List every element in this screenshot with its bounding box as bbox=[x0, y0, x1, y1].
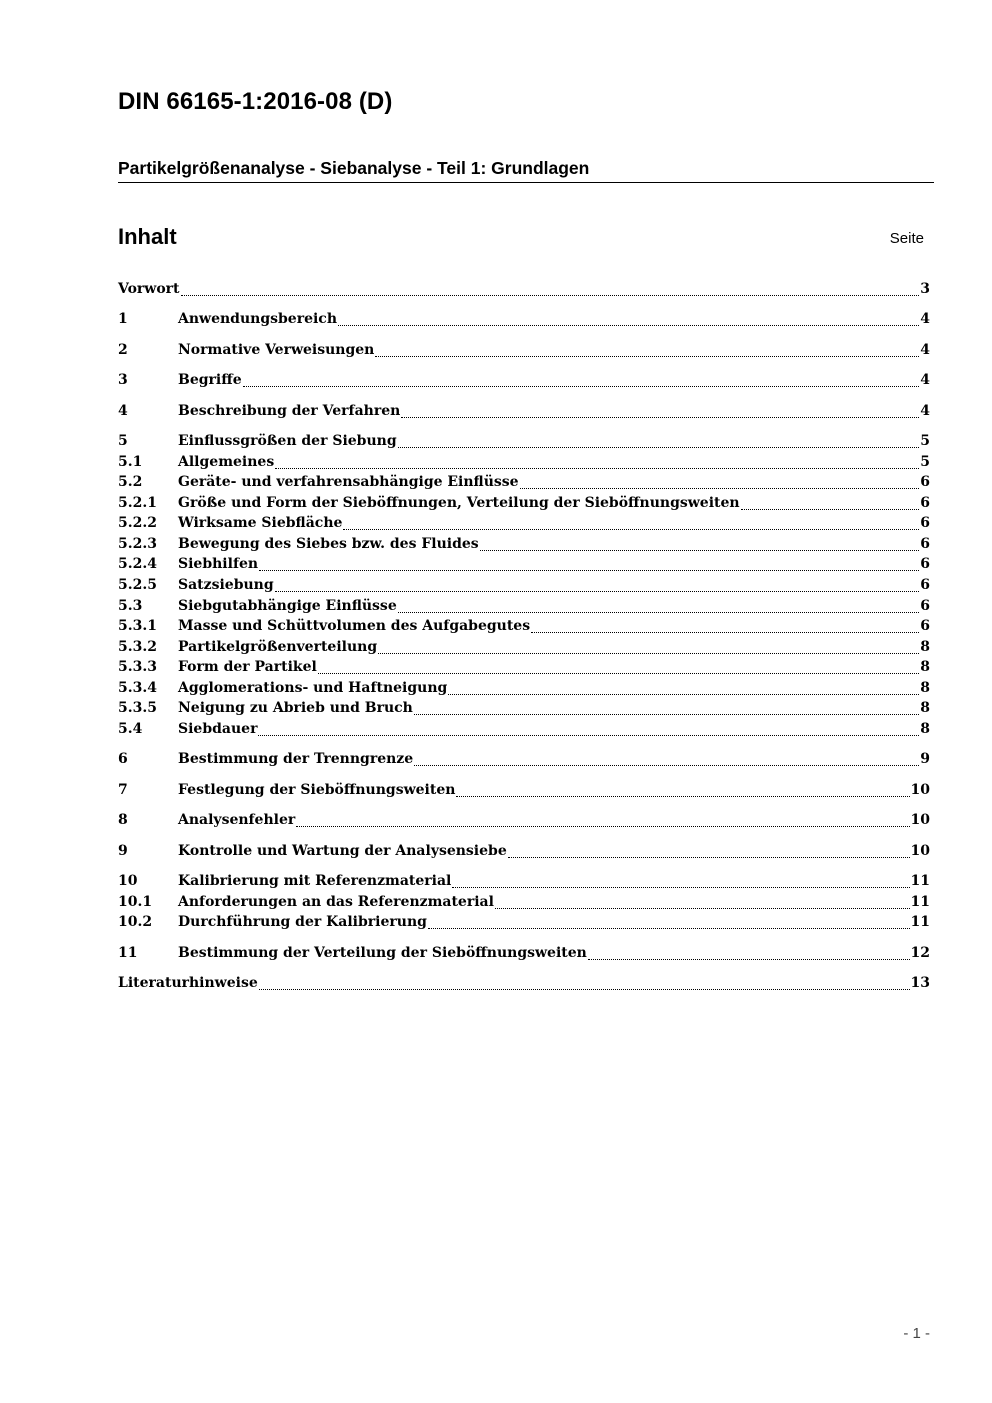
toc-dot-leader bbox=[588, 958, 910, 960]
toc-entry[interactable] bbox=[118, 894, 930, 914]
toc-entry-number: 3 bbox=[118, 372, 128, 388]
toc-entry-title: Anforderungen an das Referenzmaterial bbox=[178, 894, 494, 910]
toc-entry-title: Kalibrierung mit Referenzmaterial bbox=[178, 873, 452, 889]
toc-entry-number: 5.3 bbox=[118, 598, 143, 614]
toc-entry-number: 10.2 bbox=[118, 914, 153, 930]
toc-entry[interactable] bbox=[118, 515, 930, 535]
toc-entry-title: Siebhilfen bbox=[178, 556, 259, 572]
document-subtitle: Partikelgrößenanalyse - Siebanalyse - Teil 1: Grundlagen bbox=[118, 158, 934, 183]
toc-entry-page: 11 bbox=[910, 914, 930, 930]
toc-entry[interactable] bbox=[118, 403, 930, 423]
toc-entry-page: 13 bbox=[910, 975, 930, 991]
toc-entry-title: Begriffe bbox=[178, 372, 242, 388]
toc-entry-title: Kontrolle und Wartung der Analysensiebe bbox=[178, 843, 507, 859]
toc-entry[interactable] bbox=[118, 639, 930, 659]
toc-entry-page: 11 bbox=[910, 894, 930, 910]
toc-dot-leader bbox=[275, 467, 919, 469]
toc-entry-title: Festlegung der Sieböffnungsweiten bbox=[178, 782, 456, 798]
toc-entry-page: 6 bbox=[920, 618, 930, 634]
toc-entry-title: Analysenfehler bbox=[178, 812, 296, 828]
toc-entry-page: 6 bbox=[920, 515, 930, 531]
toc-entry[interactable] bbox=[118, 914, 930, 934]
toc-dot-leader bbox=[531, 631, 919, 633]
toc-entry-page: 11 bbox=[910, 873, 930, 889]
toc-entry-number: 5.4 bbox=[118, 721, 143, 737]
toc-entry-number: 5.2.3 bbox=[118, 536, 157, 552]
page-number: - 1 - bbox=[903, 1325, 930, 1342]
toc-dot-leader bbox=[414, 764, 919, 766]
toc-entry-page: 4 bbox=[920, 403, 930, 419]
toc-entry-number: 5.3.4 bbox=[118, 680, 157, 696]
toc-entry[interactable] bbox=[118, 782, 930, 802]
toc-entry-number: 1 bbox=[118, 311, 128, 327]
toc-dot-leader bbox=[428, 927, 910, 929]
toc-entry-page: 8 bbox=[920, 659, 930, 675]
toc-entry-number: 8 bbox=[118, 812, 128, 828]
toc-entry-number: 10.1 bbox=[118, 894, 153, 910]
toc-dot-leader bbox=[398, 446, 920, 448]
toc-dot-leader bbox=[181, 294, 920, 296]
toc-entry-title: Beschreibung der Verfahren bbox=[178, 403, 401, 419]
toc-dot-leader bbox=[275, 590, 920, 592]
toc-entry-number: 5.2 bbox=[118, 474, 143, 490]
toc-entry[interactable] bbox=[118, 556, 930, 576]
toc-entry[interactable] bbox=[118, 311, 930, 331]
toc-entry-number: 9 bbox=[118, 843, 128, 859]
toc-dot-leader bbox=[508, 856, 910, 858]
toc-entry[interactable] bbox=[118, 945, 930, 965]
toc-dot-leader bbox=[495, 907, 910, 909]
toc-dot-leader bbox=[452, 886, 909, 888]
toc-entry-page: 6 bbox=[920, 495, 930, 511]
toc-entry-number: 6 bbox=[118, 751, 128, 767]
toc-entry[interactable] bbox=[118, 454, 930, 474]
toc-entry[interactable] bbox=[118, 433, 930, 453]
toc-dot-leader bbox=[520, 487, 920, 489]
toc-entry[interactable] bbox=[118, 751, 930, 771]
toc-dot-leader bbox=[741, 508, 920, 510]
toc-entry-number: 5.2.4 bbox=[118, 556, 157, 572]
toc-entry[interactable] bbox=[118, 975, 930, 995]
toc-entry-number: 5.2.1 bbox=[118, 495, 157, 511]
toc-entry[interactable] bbox=[118, 700, 930, 720]
toc-dot-leader bbox=[456, 795, 909, 797]
toc-entry[interactable] bbox=[118, 659, 930, 679]
toc-entry[interactable] bbox=[118, 812, 930, 832]
toc-entry-number: 5 bbox=[118, 433, 128, 449]
toc-entry-title: Anwendungsbereich bbox=[178, 311, 337, 327]
toc-entry-title: Agglomerations- und Haftneigung bbox=[178, 680, 448, 696]
toc-entry[interactable] bbox=[118, 495, 930, 515]
toc-dot-leader bbox=[414, 713, 919, 715]
toc-dot-leader bbox=[398, 611, 920, 613]
toc-entry-page: 6 bbox=[920, 474, 930, 490]
toc-entry[interactable] bbox=[118, 618, 930, 638]
toc-entry-title: Siebgutabhängige Einflüsse bbox=[178, 598, 397, 614]
toc-entry-page: 4 bbox=[920, 311, 930, 327]
toc-entry-page: 6 bbox=[920, 536, 930, 552]
toc-entry-number: 5.2.5 bbox=[118, 577, 157, 593]
toc-entry[interactable] bbox=[118, 474, 930, 494]
toc-entry-page: 12 bbox=[910, 945, 930, 961]
toc-entry-title: Bestimmung der Verteilung der Sieböffnungsweiten bbox=[178, 945, 587, 961]
toc-entry-page: 8 bbox=[920, 680, 930, 696]
toc-dot-leader bbox=[296, 825, 909, 827]
toc-dot-leader bbox=[401, 416, 919, 418]
toc-dot-leader bbox=[343, 528, 919, 530]
toc-entry-title: Geräte- und verfahrensabhängige Einflüsse bbox=[178, 474, 519, 490]
toc-dot-leader bbox=[258, 734, 919, 736]
toc-entry-title: Größe und Form der Sieböffnungen, Verteilung der Sieböffnungsweiten bbox=[178, 495, 740, 511]
toc-entry-number: 2 bbox=[118, 342, 128, 358]
toc-entry[interactable] bbox=[118, 372, 930, 392]
toc-dot-leader bbox=[243, 385, 920, 387]
toc-entry-title: Literaturhinweise bbox=[118, 975, 258, 991]
toc-entry-number: 5.3.1 bbox=[118, 618, 157, 634]
toc-entry-title: Allgemeines bbox=[178, 454, 275, 470]
toc-entry[interactable] bbox=[118, 843, 930, 863]
toc-entry-title: Einflussgrößen der Siebung bbox=[178, 433, 397, 449]
toc-entry[interactable] bbox=[118, 598, 930, 618]
toc-entry-page: 6 bbox=[920, 556, 930, 572]
toc-entry-number: 10 bbox=[118, 873, 138, 889]
toc-entry-title: Siebdauer bbox=[178, 721, 258, 737]
toc-entry-title: Masse und Schüttvolumen des Aufgabegutes bbox=[178, 618, 531, 634]
toc-entry-number: 5.3.3 bbox=[118, 659, 157, 675]
toc-entry-number: 5.1 bbox=[118, 454, 143, 470]
toc-dot-leader bbox=[318, 672, 919, 674]
toc-entry-page: 6 bbox=[920, 598, 930, 614]
toc-entry[interactable] bbox=[118, 721, 930, 741]
toc-entry-page: 10 bbox=[910, 812, 930, 828]
toc-entry-page: 10 bbox=[910, 843, 930, 859]
toc-entry[interactable] bbox=[118, 342, 930, 362]
toc-entry-page: 8 bbox=[920, 721, 930, 737]
toc-dot-leader bbox=[448, 693, 919, 695]
toc-entry-title: Bestimmung der Trenngrenze bbox=[178, 751, 414, 767]
toc-dot-leader bbox=[259, 988, 910, 990]
toc-entry-page: 10 bbox=[910, 782, 930, 798]
toc-entry[interactable] bbox=[118, 873, 930, 893]
toc-entry-page: 6 bbox=[920, 577, 930, 593]
toc-entry[interactable] bbox=[118, 577, 930, 597]
toc-dot-leader bbox=[375, 355, 919, 357]
toc-entry[interactable] bbox=[118, 680, 930, 700]
toc-entry-page: 3 bbox=[920, 281, 930, 297]
toc-entry-page: 4 bbox=[920, 342, 930, 358]
toc-entry-title: Vorwort bbox=[118, 281, 180, 297]
toc-dot-leader bbox=[480, 549, 920, 551]
toc-entry-page: 9 bbox=[920, 751, 930, 767]
toc-entry-page: 8 bbox=[920, 639, 930, 655]
toc-entry-page: 5 bbox=[920, 433, 930, 449]
toc-entry[interactable] bbox=[118, 536, 930, 556]
toc-entry-title: Durchführung der Kalibrierung bbox=[178, 914, 427, 930]
toc-entry-number: 5.2.2 bbox=[118, 515, 157, 531]
toc-page-column-label: Seite bbox=[889, 230, 924, 247]
toc-entry-page: 4 bbox=[920, 372, 930, 388]
toc-dot-leader bbox=[338, 324, 919, 326]
toc-entry-number: 7 bbox=[118, 782, 128, 798]
toc-entry-number: 11 bbox=[118, 945, 138, 961]
toc-heading: Inhalt bbox=[118, 224, 177, 249]
toc-entry-title: Normative Verweisungen bbox=[178, 342, 375, 358]
toc-entry-number: 5.3.5 bbox=[118, 700, 157, 716]
toc-dot-leader bbox=[259, 569, 919, 571]
toc-entry-page: 8 bbox=[920, 700, 930, 716]
toc-entry-title: Form der Partikel bbox=[178, 659, 317, 675]
toc-entry-number: 4 bbox=[118, 403, 128, 419]
toc-entry-title: Bewegung des Siebes bzw. des Fluides bbox=[178, 536, 479, 552]
toc-entry-title: Neigung zu Abrieb und Bruch bbox=[178, 700, 413, 716]
toc-entry-number: 5.3.2 bbox=[118, 639, 157, 655]
document-title: DIN 66165-1:2016-08 (D) bbox=[118, 88, 393, 115]
toc-entry-title: Satzsiebung bbox=[178, 577, 274, 593]
toc-entry-page: 5 bbox=[920, 454, 930, 470]
toc-dot-leader bbox=[378, 652, 919, 654]
toc-entry-title: Partikelgrößenverteilung bbox=[178, 639, 378, 655]
toc-entry-title: Wirksame Siebfläche bbox=[178, 515, 343, 531]
toc-entry[interactable] bbox=[118, 281, 930, 301]
